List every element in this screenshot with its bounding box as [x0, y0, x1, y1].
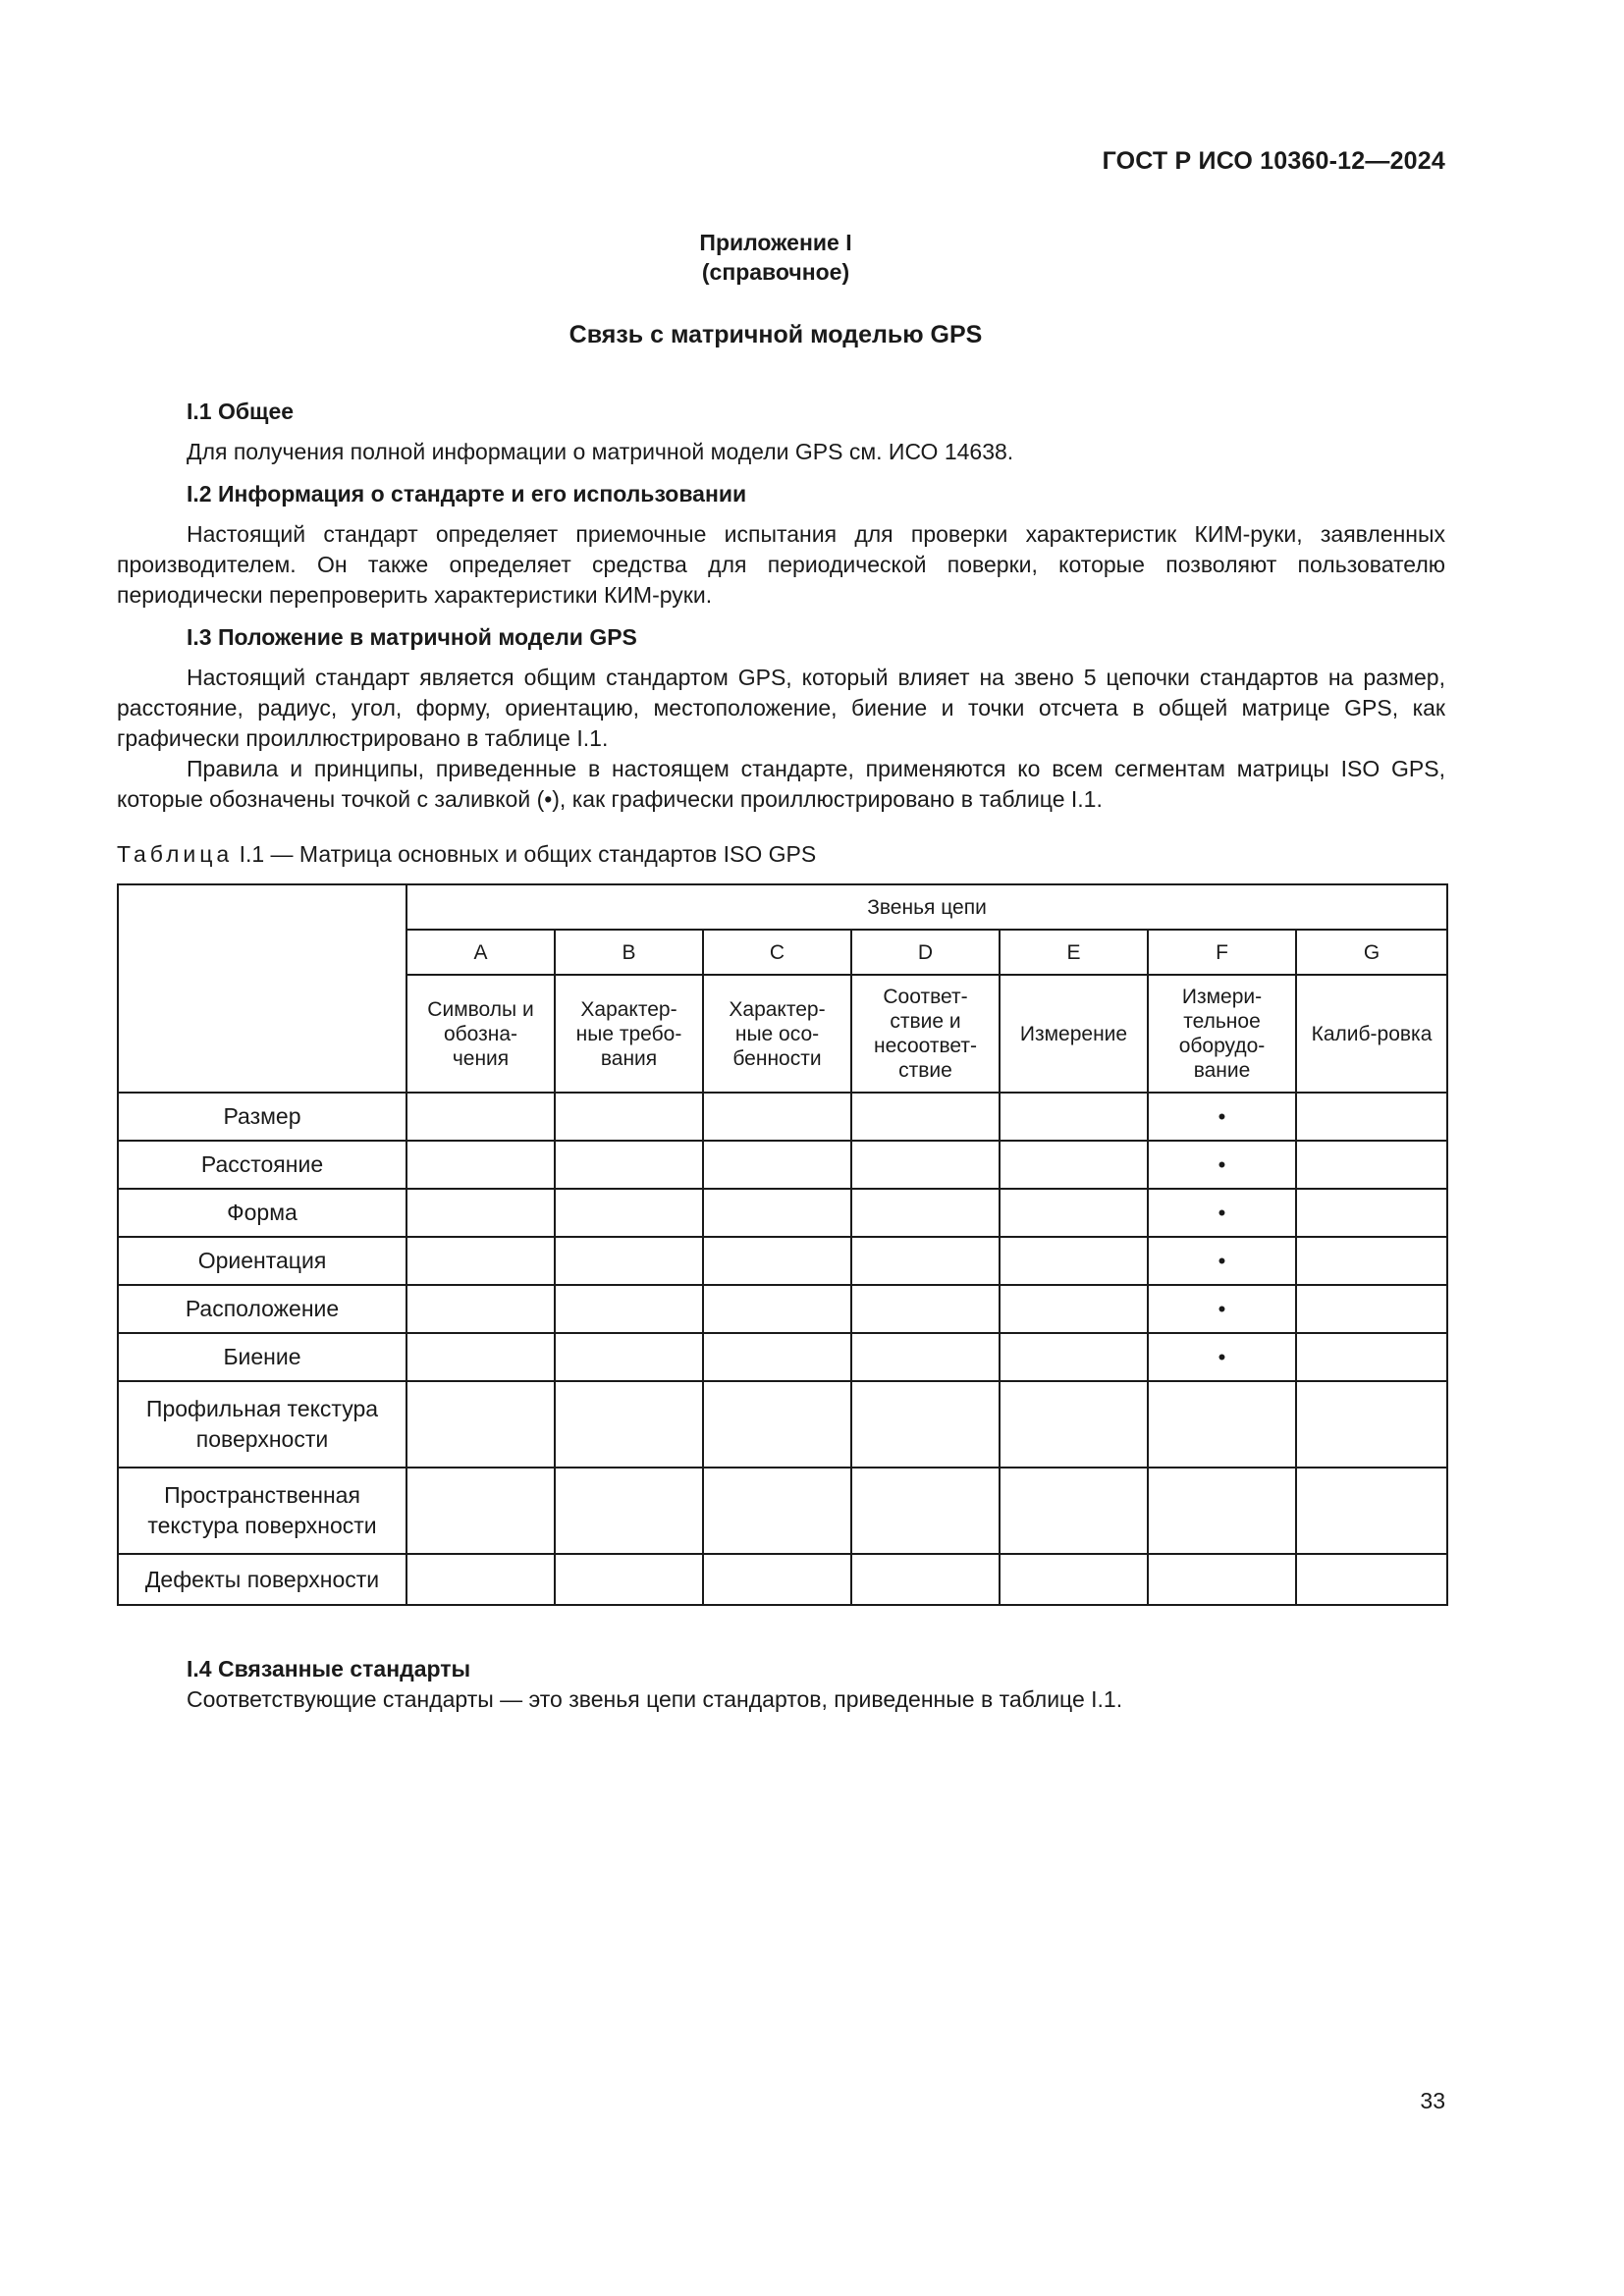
matrix-cell-g [1296, 1333, 1447, 1381]
table-row [118, 1285, 1447, 1333]
matrix-cell-b [555, 1141, 703, 1189]
matrix-cell-a [406, 1554, 555, 1605]
section-text-3b: Правила и принципы, приведенные в настоящем стандарте, применяются ко всем сегментам матрицы ISO GPS, которые обозначены точкой с заливкой (•), как графически проиллюстрировано в таблице I.1. [117, 756, 1445, 812]
matrix-cell-c [703, 1093, 851, 1141]
matrix-cell-g [1296, 1141, 1447, 1189]
matrix-cell-f [1148, 1381, 1296, 1468]
table-row [118, 1468, 1447, 1554]
matrix-cell-g [1296, 1093, 1447, 1141]
annex-title: Приложение I [699, 230, 852, 255]
annex-heading: Связь с матричной моделью GPS [568, 321, 983, 348]
matrix-cell-g [1296, 1381, 1447, 1468]
links-header: Звенья цепи [406, 884, 1447, 930]
matrix-cell-d [851, 1141, 1000, 1189]
matrix-cell-e [1000, 1554, 1148, 1605]
matrix-cell-a [406, 1141, 555, 1189]
table-row [118, 1189, 1447, 1237]
row-label: Биение [118, 1333, 406, 1381]
matrix-cell-e [1000, 1189, 1148, 1237]
matrix-cell-e [1000, 1237, 1148, 1285]
matrix-cell-b [555, 1381, 703, 1468]
matrix-cell-g [1296, 1189, 1447, 1237]
column-letter-c: C [703, 930, 851, 975]
column-letter-f: F [1148, 930, 1296, 975]
section-text-1: Для получения полной информации о матричной модели GPS см. ИСО 14638. [187, 439, 1014, 464]
matrix-cell-f: • [1148, 1237, 1296, 1285]
matrix-cell-b [555, 1285, 703, 1333]
column-name-c: Характер-ные осо-бенности [703, 975, 851, 1093]
matrix-cell-c [703, 1141, 851, 1189]
row-label: Профильная текстура поверхности [118, 1381, 406, 1468]
column-name-g: Калиб-ровка [1296, 975, 1447, 1093]
matrix-cell-f: • [1148, 1333, 1296, 1381]
matrix-cell-e [1000, 1141, 1148, 1189]
matrix-cell-g [1296, 1554, 1447, 1605]
matrix-cell-b [555, 1093, 703, 1141]
section-heading-1: I.1 Общее [187, 399, 295, 424]
row-label: Дефекты поверхности [118, 1554, 406, 1605]
matrix-cell-a [406, 1333, 555, 1381]
column-letter-b: B [555, 930, 703, 975]
matrix-cell-f [1148, 1468, 1296, 1554]
matrix-cell-f: • [1148, 1189, 1296, 1237]
annex-title-block [0, 228, 1551, 287]
annex-body [117, 397, 1445, 815]
matrix-cell-d [851, 1189, 1000, 1237]
section-heading-2: I.2 Информация о стандарте и его использовании [187, 481, 747, 507]
matrix-cell-b [555, 1333, 703, 1381]
row-label: Ориентация [118, 1237, 406, 1285]
table-caption-text: I.1 — Матрица основных и общих стандартов ISO GPS [233, 841, 817, 867]
matrix-cell-d [851, 1554, 1000, 1605]
annex-status: (справочное) [701, 259, 850, 285]
matrix-cell-a [406, 1285, 555, 1333]
matrix-cell-b [555, 1189, 703, 1237]
matrix-cell-b [555, 1468, 703, 1554]
matrix-cell-d [851, 1381, 1000, 1468]
row-label: Расстояние [118, 1141, 406, 1189]
matrix-cell-c [703, 1554, 851, 1605]
column-letter-e: E [1000, 930, 1148, 975]
matrix-cell-d [851, 1093, 1000, 1141]
section-heading-4: I.4 Связанные стандарты [187, 1656, 471, 1682]
column-name-b: Характер-ные требо-вания [555, 975, 703, 1093]
section-text-4: Соответствующие стандарты — это звенья цепи стандартов, приведенные в таблице I.1. [187, 1686, 1123, 1712]
gps-matrix-table [117, 883, 1448, 1606]
table-row [118, 1093, 1447, 1141]
table-row [118, 1381, 1447, 1468]
matrix-cell-f: • [1148, 1141, 1296, 1189]
row-label: Форма [118, 1189, 406, 1237]
row-label: Размер [118, 1093, 406, 1141]
column-name-d: Соответ-ствие и несоответ-ствие [851, 975, 1000, 1093]
section-text-2: Настоящий стандарт определяет приемочные испытания для проверки характеристик КИМ-руки, заявленных производителем. Он также определяет средства для периодической поверки, которые позволяют пользователю периодически перепроверить характеристики КИМ-руки. [117, 521, 1445, 608]
matrix-cell-e [1000, 1093, 1148, 1141]
table-caption-prefix: Таблица [117, 841, 234, 867]
matrix-cell-g [1296, 1237, 1447, 1285]
matrix-cell-d [851, 1237, 1000, 1285]
matrix-cell-b [555, 1554, 703, 1605]
matrix-cell-c [703, 1381, 851, 1468]
matrix-cell-c [703, 1189, 851, 1237]
matrix-cell-a [406, 1381, 555, 1468]
matrix-cell-a [406, 1189, 555, 1237]
matrix-cell-g [1296, 1468, 1447, 1554]
matrix-cell-e [1000, 1381, 1148, 1468]
matrix-cell-a [406, 1237, 555, 1285]
table-row [118, 1237, 1447, 1285]
table-caption [117, 841, 816, 868]
column-name-e: Измерение [1000, 975, 1148, 1093]
matrix-cell-b [555, 1237, 703, 1285]
matrix-cell-a [406, 1468, 555, 1554]
table-row [118, 1333, 1447, 1381]
matrix-cell-f: • [1148, 1093, 1296, 1141]
row-label: Пространственная текстура поверхности [118, 1468, 406, 1554]
section-text-3a: Настоящий стандарт является общим стандартом GPS, который влияет на звено 5 цепочки стандартов на размер, расстояние, радиус, угол, форму, ориентацию, местоположение, биение и точки отсчета в общей матрице GPS, как графически проиллюстрировано в таблице I.1. [117, 665, 1445, 751]
document-id: ГОСТ Р ИСО 10360-12—2024 [1102, 147, 1445, 175]
matrix-cell-f [1148, 1554, 1296, 1605]
column-letter-a: A [406, 930, 555, 975]
table-corner-cell [118, 884, 406, 1093]
matrix-cell-c [703, 1468, 851, 1554]
matrix-cell-d [851, 1333, 1000, 1381]
column-name-f: Измери-тельное оборудо-вание [1148, 975, 1296, 1093]
matrix-cell-e [1000, 1333, 1148, 1381]
matrix-cell-c [703, 1333, 851, 1381]
matrix-cell-d [851, 1468, 1000, 1554]
table-row [118, 1554, 1447, 1605]
table-row [118, 1141, 1447, 1189]
row-label: Расположение [118, 1285, 406, 1333]
page-number: 33 [1420, 2088, 1445, 2113]
matrix-cell-e [1000, 1468, 1148, 1554]
section-heading-3: I.3 Положение в матричной модели GPS [187, 624, 637, 650]
matrix-cell-c [703, 1237, 851, 1285]
matrix-cell-d [851, 1285, 1000, 1333]
column-letter-g: G [1296, 930, 1447, 975]
matrix-cell-f: • [1148, 1285, 1296, 1333]
column-letter-d: D [851, 930, 1000, 975]
matrix-cell-g [1296, 1285, 1447, 1333]
matrix-cell-e [1000, 1285, 1148, 1333]
matrix-cell-c [703, 1285, 851, 1333]
column-name-a: Символы и обозна-чения [406, 975, 555, 1093]
matrix-cell-a [406, 1093, 555, 1141]
section-4 [117, 1654, 1445, 1715]
